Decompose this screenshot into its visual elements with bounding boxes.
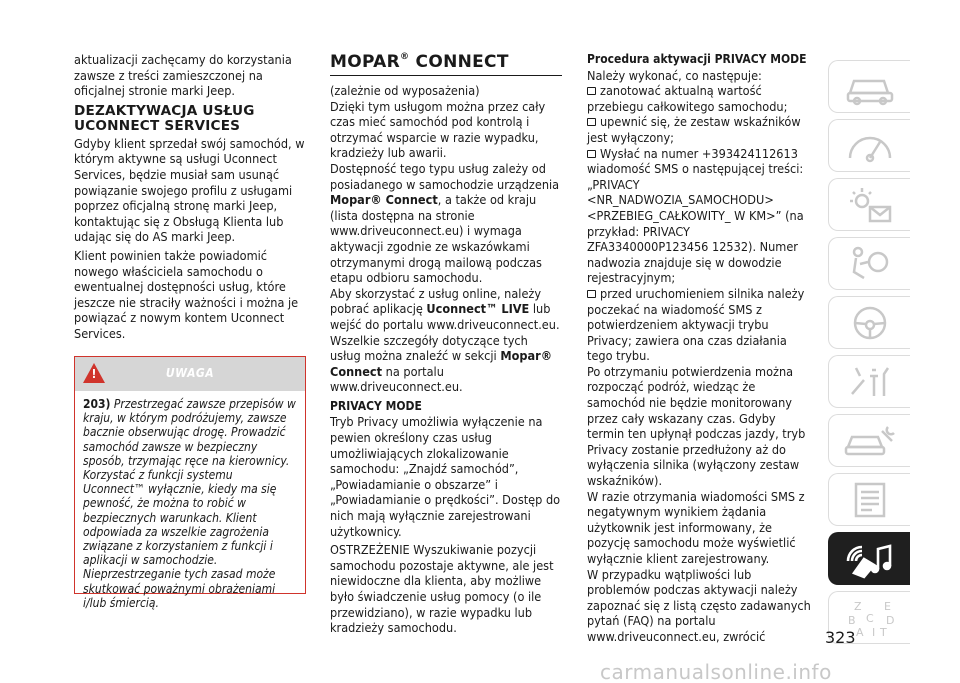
col2-p5-bold: Mopar® Connect bbox=[330, 348, 553, 379]
tab-technical-data[interactable] bbox=[828, 473, 910, 526]
warning-box bbox=[74, 356, 306, 610]
exclamation-icon: ! bbox=[91, 367, 97, 381]
page-number: 323 bbox=[825, 628, 856, 647]
col2-p4-text: Aby skorzystać z usług online, należy pobrać aplikację bbox=[330, 285, 542, 317]
tab-dashboard[interactable] bbox=[828, 119, 910, 172]
tab-safety[interactable] bbox=[828, 237, 910, 290]
index-letter: D bbox=[885, 613, 894, 627]
bullet-text: Wysłać na numer +393424112613 wiadomość SMS o następującej treści: „PRIVACY <NR_NADWOZIA_SAMOCHODU> <PRZEBIEG_CAŁKOWITY_ W KM>” (na przykład: PRIVACY ZFA3340000P123456 12532). Numer nadwozia znajduje się w dowodzie rejestracyjnym; bbox=[587, 145, 804, 286]
bullet-item bbox=[587, 286, 813, 364]
warning-body bbox=[75, 391, 305, 610]
checkbox-bullet-icon bbox=[587, 87, 596, 95]
checkbox-bullet-icon bbox=[587, 118, 596, 126]
column-1 bbox=[74, 52, 306, 342]
watermark: carmanualsonline.info bbox=[600, 660, 832, 683]
col3-intro: Należy wykonać, co następuje: bbox=[587, 67, 762, 83]
car-icon bbox=[842, 67, 898, 107]
chapter-tabs bbox=[828, 60, 910, 650]
airbag-icon bbox=[842, 244, 898, 284]
col2-paragraph-2: Dzięki tym usługom można przez cały czas mieć samochód pod kontrolą i otrzymać wsparcie w razie wypadku, kradzieży lub awarii. bbox=[330, 98, 546, 161]
column-3 bbox=[587, 52, 813, 645]
col1-paragraph-1: Gdyby klient sprzedał swój samochód, w którym aktywne są usługi Uconnect Services, będzie musiał sam usunąć powiązanie swojego profilu z usługami poprzez oficjalną stronę marki Jeep, kontaktując się z Obsługą Klienta lub udając się do AS marki Jeep. bbox=[74, 135, 305, 245]
col1-paragraph-2: Klient powinien także powiadomić nowego właściciela samochodu o ewentualnej dostępności usług, które jeszcze nie straciły ważności i można je powiązać z nowym kontem Uconnect Services. bbox=[74, 247, 299, 341]
col2-p3-bold: Mopar® Connect bbox=[330, 192, 438, 208]
warning-title: UWAGA bbox=[165, 366, 215, 380]
col2-p5-text: Wszelkie szczegóły dotyczące tych usług można znaleźć w sekcji bbox=[330, 332, 528, 364]
checkbox-bullet-icon bbox=[587, 290, 596, 298]
tab-vehicle[interactable] bbox=[828, 60, 910, 113]
index-letter: A bbox=[855, 625, 864, 638]
col2-p3-text: Dostępność tego typu usług zależy od posiadanego w samochodzie urządzenia bbox=[330, 160, 560, 192]
index-letter: E bbox=[883, 599, 891, 613]
col3-paragraph-1: Po otrzymaniu potwierdzenia można rozpocząć podróż, wiedząc że samochód nie będzie monitorowany przez cały wskazany czas. Gdyby termin ten upłynął podczas jazdy, tryb Privacy zostanie przedłużony aż do wyłączenia silnika (wyłączony zestaw wskaźników). bbox=[587, 363, 806, 489]
tab-maintenance[interactable] bbox=[828, 414, 910, 467]
gauge-icon bbox=[842, 126, 898, 166]
heading-deactivation: DEZAKTYWACJA USŁUG UCONNECT SERVICES bbox=[74, 102, 255, 134]
column-2 bbox=[330, 52, 562, 636]
bullet-item bbox=[587, 114, 813, 145]
col3-paragraph-3: W przypadku wątpliwości lub problemów podczas aktywacji należy zapoznać się z listą często zadawanych pytań (FAQ) na portalu www.driveuconnect.eu, zwrócić bbox=[587, 566, 811, 644]
heading-procedure: Procedura aktywacji PRIVACY MODE bbox=[587, 52, 807, 66]
index-letter: B bbox=[847, 613, 856, 627]
document-list-icon bbox=[842, 480, 898, 520]
heading-mopar-connect bbox=[330, 52, 562, 76]
car-wrench-icon bbox=[842, 421, 898, 461]
col2-paragraph-4 bbox=[330, 286, 562, 333]
music-signal-icon bbox=[842, 539, 898, 579]
warning-text: Przestrzegać zawsze przepisów w kraju, w którym podróżujemy, zawsze bacznie obserwując drogę. Prowadzić samochód zawsze w bezpieczny sposób, trzymając ręce na kierownicy. Korzystać z funkcji systemu Uconnect™ wyłącznie, kiedy ma się pewność, że można to robić w bezpiecznych warunkach. Klient odpowiada za wszelkie zagrożenia związane z korzystaniem z funkcji i aplikacji w samochodzie. Nieprzestrzeganie tych zasad może skutkować poważnymi obrażeniami i/lub śmiercią. bbox=[83, 397, 296, 610]
index-letter: I bbox=[871, 625, 875, 638]
registered-mark: ® bbox=[400, 52, 410, 62]
tab-multimedia[interactable] bbox=[828, 532, 910, 585]
index-letter: T bbox=[879, 625, 887, 638]
col3-paragraph-2: W razie otrzymania wiadomości SMS z negatywnym wynikiem żądania użytkownik jest informowany, że pozycję samochodu może wyświetlić wyłącznie klient zarejestrowany. bbox=[587, 488, 805, 566]
tab-warning-lights[interactable] bbox=[828, 178, 910, 231]
col2-paragraph-5 bbox=[330, 333, 562, 395]
tab-driving[interactable] bbox=[828, 296, 910, 349]
tools-icon bbox=[842, 362, 898, 402]
warning-number: 203) bbox=[83, 397, 111, 411]
index-letter: Z bbox=[853, 599, 862, 613]
bullet-text: upewnić się, że zestaw wskaźników jest wyłączony; bbox=[587, 114, 801, 145]
bullet-text: zanotować aktualną wartość przebiegu całkowitego samochodu; bbox=[587, 83, 788, 114]
col2-p4-bold: Uconnect™ LIVE bbox=[426, 301, 530, 317]
warning-header bbox=[75, 357, 305, 391]
heading-connect: CONNECT bbox=[409, 52, 509, 72]
col2-p3-rest: , a także od kraju (lista dostępna na stronie www.driveuconnect.eu) i wymaga aktywacji zgodnie ze wskazówkami otrzymanymi drogą mailową podczas etapu odbioru samochodu. bbox=[330, 192, 542, 286]
index-letter: C bbox=[865, 611, 874, 625]
col2-availability: (zależnie od wyposażenia) bbox=[330, 83, 480, 98]
checkbox-bullet-icon bbox=[587, 150, 596, 158]
steering-wheel-icon bbox=[842, 303, 898, 343]
heading-mopar: MOPAR bbox=[330, 52, 401, 72]
tab-emergency[interactable] bbox=[828, 355, 910, 408]
col2-p5-rest: na portalu www.driveuconnect.eu. bbox=[330, 363, 463, 395]
col2-paragraph-3 bbox=[330, 161, 562, 286]
bullet-item bbox=[587, 83, 813, 114]
heading-privacy-mode: PRIVACY MODE bbox=[330, 398, 422, 413]
col2-paragraph-6: Tryb Privacy umożliwia wyłączenie na pewien określony czas usług umożliwiających zlokalizowanie samochodu: „Znajdź samochód”, „Powiadamianie o obszarze” i „Powiadamianie o prędkości”. Dostęp do nich mają wyłącznie zarejestrowani użytkownicy. bbox=[330, 414, 561, 539]
sun-envelope-icon bbox=[842, 185, 898, 225]
col2-paragraph-7: OSTRZEŻENIE Wyszukiwanie pozycji samochodu pozostaje aktywne, ale jest niewidoczne dla klienta, aby możliwe było świadczenie usług pomocy (o ile przewidziano), w razie wypadku lub kradzieży samochodu. bbox=[330, 542, 554, 636]
bullet-item bbox=[587, 146, 813, 286]
bullet-text: przed uruchomieniem silnika należy poczekać na wiadomość SMS z potwierdzeniem aktywacji trybu Privacy; zawiera ona czas działania tego trybu. bbox=[587, 285, 805, 364]
col1-intro: aktualizacji zachęcamy do korzystania zawsze z treści zamieszczonej na oficjalnej stronie marki Jeep. bbox=[74, 52, 292, 99]
col2-p4-rest: lub wejść do portalu www.driveuconnect.eu. bbox=[330, 301, 560, 332]
